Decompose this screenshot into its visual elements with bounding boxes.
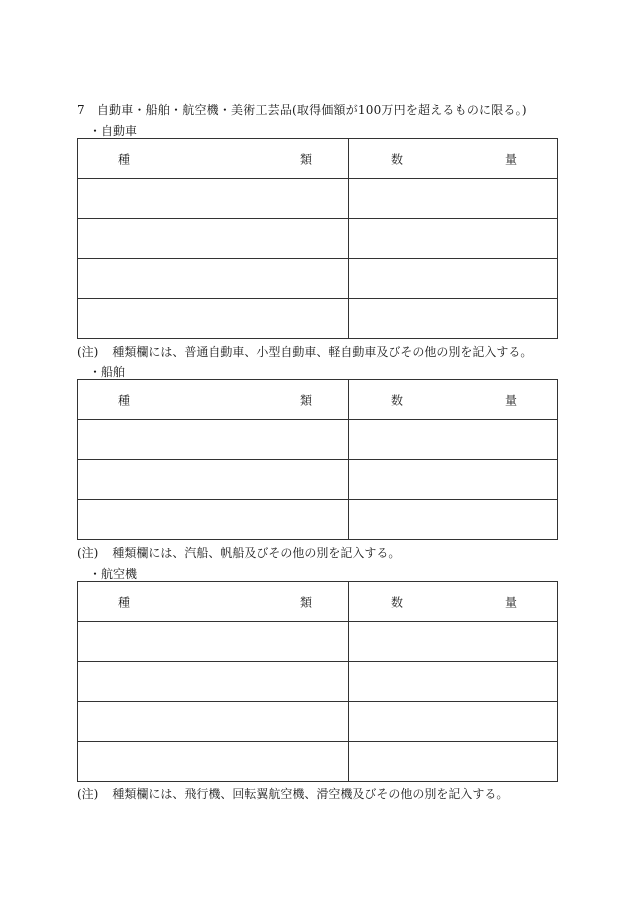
- note-tag: (注): [77, 787, 99, 801]
- note-aircraft: [77, 785, 508, 802]
- header-qty-char-1: 数: [391, 393, 404, 407]
- header-kind-char-2: 類: [300, 595, 313, 609]
- header-qty-char-2: 量: [505, 152, 518, 166]
- table-aircraft: [77, 581, 558, 782]
- kind-cell[interactable]: [78, 219, 349, 259]
- kind-cell[interactable]: [78, 460, 349, 500]
- quantity-cell[interactable]: [349, 259, 558, 299]
- quantity-cell[interactable]: [349, 219, 558, 259]
- header-quantity: [349, 582, 558, 622]
- quantity-cell[interactable]: [349, 420, 558, 460]
- header-qty-char-1: 数: [391, 152, 404, 166]
- note-text: 種類欄には、汽船、帆船及びその他の別を記入する。: [112, 546, 401, 560]
- header-kind-char-1: 種: [118, 393, 131, 407]
- table-row: [78, 500, 558, 540]
- table-ship: [77, 379, 558, 540]
- table-row: [78, 460, 558, 500]
- header-qty-char-2: 量: [505, 393, 518, 407]
- note-automobile: [77, 343, 532, 360]
- header-quantity: [349, 380, 558, 420]
- kind-cell[interactable]: [78, 662, 349, 702]
- table-row: [78, 299, 558, 339]
- header-kind: [78, 582, 349, 622]
- quantity-cell[interactable]: [349, 460, 558, 500]
- note-tag: (注): [77, 546, 99, 560]
- header-kind-char-2: 類: [300, 393, 313, 407]
- table-header-row: [78, 582, 558, 622]
- table-row: [78, 219, 558, 259]
- section-title: 自動車・船舶・航空機・美術工芸品(取得価額が100万円を超えるものに限る。): [96, 103, 527, 117]
- header-kind-char-1: 種: [118, 595, 131, 609]
- kind-cell[interactable]: [78, 622, 349, 662]
- header-kind-char-1: 種: [118, 152, 131, 166]
- subsection-title-aircraft: ・航空機: [89, 567, 138, 581]
- table-automobile: [77, 138, 558, 339]
- header-quantity: [349, 139, 558, 179]
- quantity-cell[interactable]: [349, 662, 558, 702]
- kind-cell[interactable]: [78, 702, 349, 742]
- table-row: [78, 742, 558, 782]
- header-kind: [78, 139, 349, 179]
- kind-cell[interactable]: [78, 742, 349, 782]
- quantity-cell[interactable]: [349, 742, 558, 782]
- subsection-title-ship: ・船舶: [89, 365, 126, 379]
- quantity-cell[interactable]: [349, 299, 558, 339]
- kind-cell[interactable]: [78, 179, 349, 219]
- table-row: [78, 702, 558, 742]
- quantity-cell[interactable]: [349, 622, 558, 662]
- header-kind-char-2: 類: [300, 152, 313, 166]
- note-text: 種類欄には、普通自動車、小型自動車、軽自動車及びその他の別を記入する。: [112, 345, 533, 359]
- kind-cell[interactable]: [78, 500, 349, 540]
- note-tag: (注): [77, 345, 99, 359]
- kind-cell[interactable]: [78, 299, 349, 339]
- section-number: 7: [77, 103, 85, 117]
- table-row: [78, 622, 558, 662]
- quantity-cell[interactable]: [349, 500, 558, 540]
- header-kind: [78, 380, 349, 420]
- quantity-cell[interactable]: [349, 179, 558, 219]
- note-ship: [77, 544, 400, 561]
- header-qty-char-2: 量: [505, 595, 518, 609]
- table-row: [78, 179, 558, 219]
- table-header-row: [78, 139, 558, 179]
- header-qty-char-1: 数: [391, 595, 404, 609]
- table-row: [78, 259, 558, 299]
- table-row: [78, 662, 558, 702]
- section-heading: [77, 101, 527, 118]
- kind-cell[interactable]: [78, 259, 349, 299]
- note-text: 種類欄には、飛行機、回転翼航空機、滑空機及びその他の別を記入する。: [112, 787, 509, 801]
- subsection-title-automobile: ・自動車: [89, 124, 138, 138]
- table-header-row: [78, 380, 558, 420]
- kind-cell[interactable]: [78, 420, 349, 460]
- table-row: [78, 420, 558, 460]
- quantity-cell[interactable]: [349, 702, 558, 742]
